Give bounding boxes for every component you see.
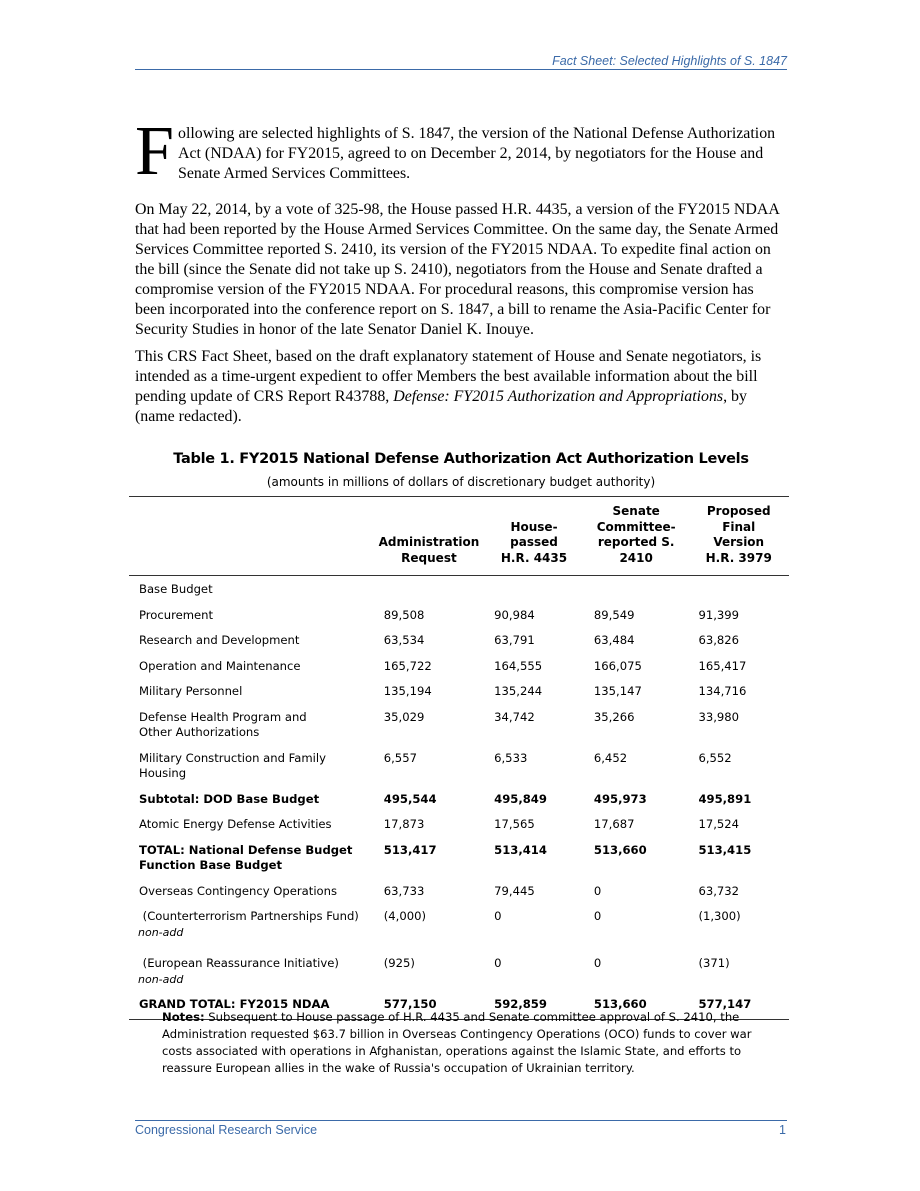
- row-label: Military Construction and Family Housing: [139, 750, 326, 780]
- cell: 135,244: [494, 684, 543, 698]
- cell: 6,452: [593, 750, 628, 765]
- cell: 164,555: [494, 658, 543, 673]
- cell: 89,508: [383, 607, 425, 622]
- cell: 513,414: [494, 842, 547, 857]
- cell: 63,791: [494, 633, 535, 647]
- cell: 63,733: [383, 883, 425, 898]
- row-label: Base Budget: [139, 582, 213, 596]
- p3-text: This CRS Fact Sheet, based on the draft explanatory statement of House and Senate negotiators, is intended as a time-urgent expedient to offer Members the best available information about the bill pending update of CRS Report R43788,: [135, 348, 762, 405]
- header-rule: [135, 69, 787, 70]
- table-row: [129, 655, 789, 681]
- intro-paragraph-1: ollowing are selected highlights of S. 1847, the version of the National Defense Authorization Act (NDAA) for FY2015, agreed to on December 2, 2014, by negotiators for the House and Senate Armed Services Committees.: [178, 125, 776, 182]
- cell: 63,732: [698, 883, 740, 898]
- header-house-passed: House-passed H.R. 4435: [484, 497, 584, 576]
- intro-paragraph-2: On May 22, 2014, by a vote of 325-98, the House passed H.R. 4435, a version of the FY2015 NDAA that had been reported by the House Armed Services Committee. On the same day, the Senate Armed Services Committee reported S. 2410, its version of the FY2015 NDAA. To expedite final action on the bill (since the Senate did not take up S. 2410), negotiators from the House and Senate drafted a compromise version of the FY2015 NDAA. For procedural reasons, this compromise version has been incorporated into the conference report on S. 1847, a bill to rename the Asia-Pacific Center for Security Studies in honor of the late Senator Daniel K. Inouye.: [135, 201, 779, 338]
- cell: 0: [593, 956, 602, 970]
- page-number: 1: [779, 1123, 786, 1137]
- header-admin-request: Administration Request: [374, 497, 484, 576]
- table-header-row: [129, 497, 789, 576]
- row-label: Procurement: [139, 607, 214, 622]
- table-row: [129, 747, 789, 788]
- cell: 35,266: [593, 709, 635, 724]
- p3-text-end: , by (name redacted).: [135, 388, 747, 425]
- cell: 63,484: [593, 633, 635, 647]
- notes-text: Subsequent to House passage of H.R. 4435 and Senate committee approval of S. 2410, the Administration requested $63.7 billion in Overseas Contingency Operations (OCO) funds to cover war costs associated with operations in Afghanistan, operations against the Islamic State, and efforts to reassure European allies in the wake of Russia's occupation of Ukrainian territory.: [162, 1010, 752, 1075]
- cell: 513,417: [383, 842, 437, 857]
- row-label: Atomic Energy Defense Activities: [139, 817, 332, 831]
- cell: 6,533: [494, 750, 528, 765]
- cell: 17,687: [593, 817, 635, 831]
- authorization-table: [129, 496, 789, 1020]
- cell: (1,300): [698, 909, 741, 923]
- cell: 89,549: [593, 607, 635, 622]
- report-title: Defense: FY2015 Authorization and Appropriations: [393, 388, 724, 405]
- table-row: [129, 952, 789, 993]
- row-label: Overseas Contingency Operations: [139, 883, 338, 898]
- cell: 17,565: [494, 817, 535, 831]
- table-notes: [162, 1009, 784, 1077]
- header-proposed-final: Proposed Final Version H.R. 3979: [688, 497, 789, 576]
- row-label: Defense Health Program and Other Authorizations: [139, 709, 307, 739]
- table-subcaption: (amounts in millions of dollars of discretionary budget authority): [266, 475, 656, 489]
- cell: 79,445: [494, 883, 535, 898]
- table-row: [129, 905, 789, 952]
- cell: 592,859: [484, 993, 584, 1019]
- row-label: TOTAL: National Defense Budget Function Base Budget: [139, 842, 353, 872]
- notes-label: Notes:: [162, 1010, 205, 1024]
- row-label: Research and Development: [139, 633, 300, 647]
- footer-source: Congressional Research Service: [135, 1123, 318, 1137]
- header-senate-reported: Senate Committee- reported S. 2410: [584, 497, 689, 576]
- cell: 513,415: [698, 842, 752, 857]
- cell: 513,660: [584, 993, 689, 1019]
- row-label: (Counterterrorism Partnerships Fund) non-add: [129, 905, 374, 952]
- table-caption: Table 1. FY2015 National Defense Authorization Act Authorization Levels: [173, 451, 749, 467]
- cell: 6,552: [698, 750, 732, 765]
- table-row: [129, 604, 789, 630]
- cell: 0: [593, 909, 602, 923]
- cell: 495,891: [698, 791, 752, 806]
- cell: 91,399: [698, 607, 740, 622]
- table-row: [129, 680, 789, 706]
- cell: 165,417: [698, 658, 747, 673]
- row-label: GRAND TOTAL: FY2015 NDAA: [129, 993, 374, 1019]
- cell: 135,194: [383, 684, 432, 698]
- row-label: Operation and Maintenance: [139, 658, 301, 673]
- cell: (4,000): [383, 909, 426, 923]
- row-label: Subtotal: DOD Base Budget: [139, 791, 320, 806]
- table-row: [129, 706, 789, 747]
- cell: 577,147: [688, 993, 789, 1019]
- cell: 6,557: [383, 750, 417, 765]
- cell: 63,826: [698, 633, 740, 647]
- non-add-note: non-add: [138, 972, 184, 986]
- intro-paragraph-3: [135, 347, 787, 427]
- header-label-col: [129, 497, 374, 576]
- cell: 90,984: [494, 607, 535, 622]
- cell: 495,973: [593, 791, 647, 806]
- table-row: [129, 880, 789, 906]
- table-row-total: [129, 839, 789, 880]
- cell: 0: [494, 956, 502, 970]
- drop-cap: F: [135, 113, 174, 190]
- footer-rule: [135, 1120, 787, 1121]
- cell: 17,524: [698, 817, 740, 831]
- cell: 0: [494, 909, 502, 923]
- cell: 135,147: [593, 684, 642, 698]
- cell: 0: [593, 883, 602, 898]
- cell: 63,534: [383, 633, 425, 647]
- table-row: [129, 629, 789, 655]
- running-header: Fact Sheet: Selected Highlights of S. 1847: [552, 54, 787, 68]
- cell: 33,980: [698, 709, 740, 724]
- non-add-note: non-add: [138, 925, 184, 939]
- cell: 513,660: [593, 842, 647, 857]
- table-row: [129, 576, 789, 604]
- cell: 495,544: [383, 791, 437, 806]
- cell: 165,722: [383, 658, 432, 673]
- cell: 166,075: [593, 658, 642, 673]
- row-label: Military Personnel: [139, 684, 243, 698]
- cell: (371): [698, 956, 730, 970]
- table-row-subtotal: [129, 788, 789, 814]
- cell: 17,873: [383, 817, 425, 831]
- table-row: [129, 813, 789, 839]
- cell: 34,742: [494, 709, 535, 724]
- row-label: (European Reassurance Initiative) non-add: [129, 952, 374, 993]
- cell: 495,849: [494, 791, 547, 806]
- cell: 35,029: [383, 709, 425, 724]
- cell: 134,716: [698, 684, 747, 698]
- cell: 577,150: [374, 993, 484, 1019]
- cell: (925): [383, 956, 415, 970]
